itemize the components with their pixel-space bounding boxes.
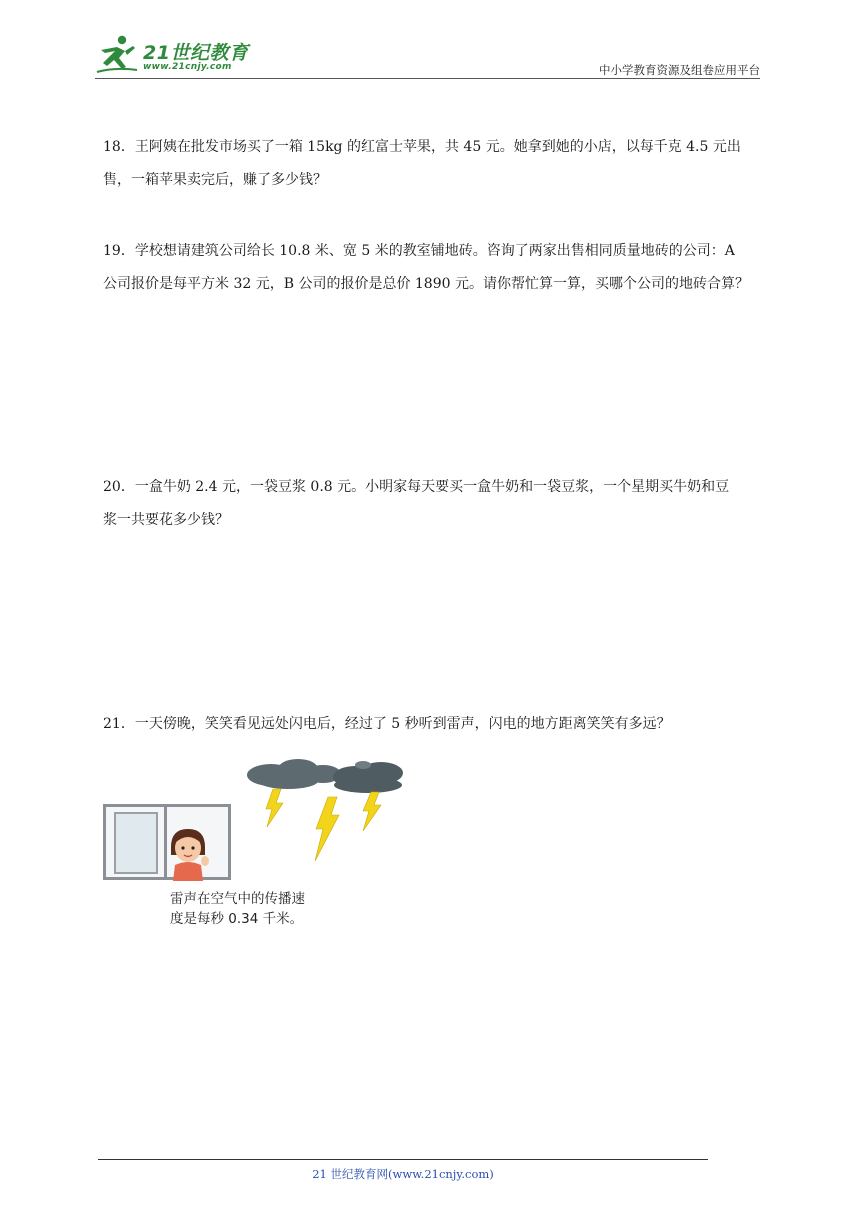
question-20 — [103, 471, 763, 537]
window-pane — [114, 812, 158, 874]
question-18-line-2: 售，一箱苹果卖完后，赚了多少钱？ — [103, 172, 327, 188]
question-21 — [103, 708, 763, 741]
question-18 — [103, 131, 763, 197]
footer-text: 21 世纪教育网(www.21cnjy.com) — [312, 1167, 494, 1181]
question-19-line-1: 19．学校想请建筑公司给长 10.8 米、宽 5 米的教室铺地砖。咨询了两家出售相同质量地砖的公司：A — [103, 243, 735, 259]
question-20-line-2: 浆一共要花多少钱？ — [103, 512, 229, 528]
runner-logo-icon — [95, 34, 139, 74]
logo-text: 21世纪教育 — [143, 42, 249, 64]
thunder-illustration — [103, 757, 413, 932]
figure-caption-line-1: 雷声在空气中的传播速 — [170, 891, 305, 907]
logo — [95, 32, 265, 78]
question-19 — [103, 235, 763, 301]
question-19-line-2: 公司报价是每平方米 32 元，B 公司的报价是总价 1890 元。请你帮忙算一算，买哪个公司的地砖合算？ — [103, 276, 749, 292]
storm-clouds-lightning-icon — [243, 757, 411, 867]
question-20-line-1: 20．一盒牛奶 2.4 元，一袋豆浆 0.8 元。小明家每天要买一盒牛奶和一袋豆浆，一个星期买牛奶和豆 — [103, 479, 730, 495]
footer-divider — [98, 1159, 708, 1160]
question-21-line-1: 21．一天傍晚，笑笑看见远处闪电后，经过了 5 秒听到雷声，闪电的地方距离笑笑有多远？ — [103, 716, 671, 732]
figure-caption-line-2: 度是每秒 0.34 千米。 — [170, 911, 304, 927]
figure-caption — [170, 889, 305, 929]
logo-url: www.21cnjy.com — [143, 62, 232, 72]
page-header — [95, 32, 760, 78]
question-18-line-1: 18．王阿姨在批发市场买了一箱 15kg 的红富士苹果，共 45 元。她拿到她的小店，以每千克 4.5 元出 — [103, 139, 741, 155]
header-divider — [95, 78, 760, 79]
platform-name: 中小学教育资源及组卷应用平台 — [599, 63, 760, 77]
girl-figure-icon — [163, 825, 213, 881]
